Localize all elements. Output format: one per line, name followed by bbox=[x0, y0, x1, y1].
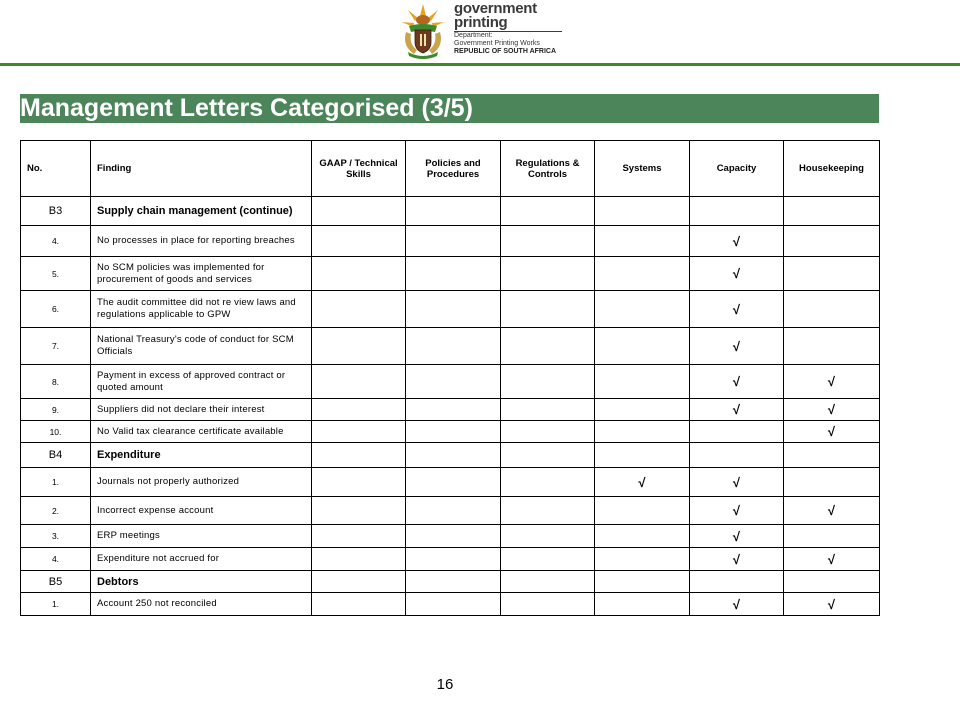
empty-cell-regulations bbox=[501, 421, 595, 443]
logo-department-name: Government Printing Works bbox=[454, 40, 540, 47]
finding-text: Journals not properly authorized bbox=[91, 468, 312, 497]
table-row bbox=[21, 399, 880, 421]
header-policies: Policies and Procedures bbox=[406, 141, 501, 197]
empty-cell-capacity bbox=[690, 421, 784, 443]
empty-cell-systems bbox=[595, 548, 690, 571]
empty-cell-regulations bbox=[501, 548, 595, 571]
coat-of-arms-icon bbox=[400, 2, 446, 60]
table-row bbox=[21, 257, 880, 291]
header-finding: Finding bbox=[91, 141, 312, 197]
check-mark-housekeeping: √ bbox=[784, 497, 880, 525]
logo-word-printing: printing bbox=[454, 16, 562, 32]
empty-cell-regulations bbox=[501, 399, 595, 421]
empty-cell-systems bbox=[595, 497, 690, 525]
empty-cell-capacity bbox=[690, 443, 784, 468]
row-number: 6. bbox=[21, 291, 91, 328]
empty-cell-policies bbox=[406, 257, 501, 291]
table-row bbox=[21, 593, 880, 616]
empty-cell-housekeeping bbox=[784, 197, 880, 226]
empty-cell-systems bbox=[595, 593, 690, 616]
empty-cell-gaap bbox=[312, 593, 406, 616]
empty-cell-gaap bbox=[312, 497, 406, 525]
table-row bbox=[21, 328, 880, 365]
empty-cell-gaap bbox=[312, 328, 406, 365]
empty-cell-policies bbox=[406, 421, 501, 443]
empty-cell-policies bbox=[406, 497, 501, 525]
check-mark-housekeeping: √ bbox=[784, 365, 880, 399]
table-row bbox=[21, 548, 880, 571]
empty-cell-regulations bbox=[501, 226, 595, 257]
table-row bbox=[21, 291, 880, 328]
check-mark-capacity: √ bbox=[690, 525, 784, 548]
row-number: B3 bbox=[21, 197, 91, 226]
row-number: 5. bbox=[21, 257, 91, 291]
empty-cell-regulations bbox=[501, 197, 595, 226]
check-mark-capacity: √ bbox=[690, 328, 784, 365]
row-number: 4. bbox=[21, 548, 91, 571]
empty-cell-systems bbox=[595, 257, 690, 291]
empty-cell-capacity bbox=[690, 571, 784, 593]
header-regulations: Regulations & Controls bbox=[501, 141, 595, 197]
empty-cell-systems bbox=[595, 421, 690, 443]
table-row bbox=[21, 468, 880, 497]
empty-cell-gaap bbox=[312, 257, 406, 291]
empty-cell-housekeeping bbox=[784, 443, 880, 468]
row-number: 2. bbox=[21, 497, 91, 525]
empty-cell-gaap bbox=[312, 468, 406, 497]
empty-cell-gaap bbox=[312, 365, 406, 399]
empty-cell-regulations bbox=[501, 497, 595, 525]
empty-cell-policies bbox=[406, 593, 501, 616]
header-housekeeping: Housekeeping bbox=[784, 141, 880, 197]
empty-cell-gaap bbox=[312, 571, 406, 593]
finding-text: No processes in place for reporting breaches bbox=[91, 226, 312, 257]
empty-cell-policies bbox=[406, 468, 501, 497]
header-divider bbox=[0, 63, 960, 66]
empty-cell-systems bbox=[595, 399, 690, 421]
empty-cell-housekeeping bbox=[784, 525, 880, 548]
section-title: Debtors bbox=[91, 571, 312, 593]
empty-cell-regulations bbox=[501, 443, 595, 468]
empty-cell-gaap bbox=[312, 399, 406, 421]
check-mark-housekeeping: √ bbox=[784, 399, 880, 421]
empty-cell-policies bbox=[406, 548, 501, 571]
empty-cell-regulations bbox=[501, 571, 595, 593]
empty-cell-gaap bbox=[312, 525, 406, 548]
check-mark-capacity: √ bbox=[690, 548, 784, 571]
empty-cell-policies bbox=[406, 525, 501, 548]
empty-cell-housekeeping bbox=[784, 468, 880, 497]
empty-cell-gaap bbox=[312, 197, 406, 226]
empty-cell-policies bbox=[406, 365, 501, 399]
finding-text: Suppliers did not declare their interest bbox=[91, 399, 312, 421]
empty-cell-housekeeping bbox=[784, 571, 880, 593]
empty-cell-regulations bbox=[501, 525, 595, 548]
finding-text: Incorrect expense account bbox=[91, 497, 312, 525]
empty-cell-gaap bbox=[312, 421, 406, 443]
empty-cell-systems bbox=[595, 226, 690, 257]
table-row bbox=[21, 525, 880, 548]
empty-cell-systems bbox=[595, 291, 690, 328]
check-mark-capacity: √ bbox=[690, 399, 784, 421]
finding-text: No Valid tax clearance certificate available bbox=[91, 421, 312, 443]
empty-cell-systems bbox=[595, 571, 690, 593]
empty-cell-systems bbox=[595, 365, 690, 399]
empty-cell-gaap bbox=[312, 291, 406, 328]
empty-cell-housekeeping bbox=[784, 226, 880, 257]
finding-text: ERP meetings bbox=[91, 525, 312, 548]
check-mark-systems: √ bbox=[595, 468, 690, 497]
table-row bbox=[21, 421, 880, 443]
empty-cell-gaap bbox=[312, 226, 406, 257]
row-number: B4 bbox=[21, 443, 91, 468]
logo-word-government: government bbox=[454, 0, 537, 17]
empty-cell-systems bbox=[595, 328, 690, 365]
check-mark-housekeeping: √ bbox=[784, 421, 880, 443]
page-header bbox=[0, 0, 960, 66]
check-mark-capacity: √ bbox=[690, 497, 784, 525]
table-body bbox=[21, 197, 880, 616]
row-number: 3. bbox=[21, 525, 91, 548]
table-row bbox=[21, 497, 880, 525]
empty-cell-policies bbox=[406, 226, 501, 257]
empty-cell-policies bbox=[406, 197, 501, 226]
empty-cell-housekeeping bbox=[784, 257, 880, 291]
empty-cell-systems bbox=[595, 197, 690, 226]
findings-table bbox=[20, 140, 880, 616]
row-number: 7. bbox=[21, 328, 91, 365]
finding-text: The audit committee did not re view laws and regulations applicable to GPW bbox=[91, 291, 312, 328]
empty-cell-policies bbox=[406, 328, 501, 365]
logo-country: REPUBLIC OF SOUTH AFRICA bbox=[454, 48, 557, 55]
empty-cell-policies bbox=[406, 399, 501, 421]
header-gaap: GAAP / Technical Skills bbox=[312, 141, 406, 197]
empty-cell-policies bbox=[406, 291, 501, 328]
header-systems: Systems bbox=[595, 141, 690, 197]
empty-cell-regulations bbox=[501, 365, 595, 399]
row-number: 8. bbox=[21, 365, 91, 399]
logo-department: Department: bbox=[454, 32, 493, 39]
row-number: 1. bbox=[21, 593, 91, 616]
header-capacity: Capacity bbox=[690, 141, 784, 197]
check-mark-capacity: √ bbox=[690, 468, 784, 497]
table-header-row bbox=[21, 141, 880, 197]
check-mark-capacity: √ bbox=[690, 593, 784, 616]
empty-cell-gaap bbox=[312, 548, 406, 571]
table-row bbox=[21, 365, 880, 399]
finding-text: Payment in excess of approved contract or quoted amount bbox=[91, 365, 312, 399]
check-mark-capacity: √ bbox=[690, 365, 784, 399]
page-number: 16 bbox=[436, 676, 454, 693]
empty-cell-regulations bbox=[501, 328, 595, 365]
empty-cell-regulations bbox=[501, 468, 595, 497]
header-no: No. bbox=[21, 141, 91, 197]
check-mark-housekeeping: √ bbox=[784, 593, 880, 616]
check-mark-capacity: √ bbox=[690, 257, 784, 291]
empty-cell-policies bbox=[406, 443, 501, 468]
row-number: 9. bbox=[21, 399, 91, 421]
row-number: B5 bbox=[21, 571, 91, 593]
empty-cell-housekeeping bbox=[784, 291, 880, 328]
finding-text: Expenditure not accrued for bbox=[91, 548, 312, 571]
empty-cell-regulations bbox=[501, 291, 595, 328]
page-title: Management Letters Categorised (3/5) bbox=[20, 94, 879, 123]
row-number: 1. bbox=[21, 468, 91, 497]
empty-cell-regulations bbox=[501, 593, 595, 616]
empty-cell-systems bbox=[595, 443, 690, 468]
check-mark-capacity: √ bbox=[690, 226, 784, 257]
table-row bbox=[21, 226, 880, 257]
row-number: 10. bbox=[21, 421, 91, 443]
section-title: Supply chain management (continue) bbox=[91, 197, 312, 226]
empty-cell-capacity bbox=[690, 197, 784, 226]
empty-cell-systems bbox=[595, 525, 690, 548]
empty-cell-policies bbox=[406, 571, 501, 593]
empty-cell-gaap bbox=[312, 443, 406, 468]
section-row bbox=[21, 197, 880, 226]
finding-text: Account 250 not reconciled bbox=[91, 593, 312, 616]
finding-text: No SCM policies was implemented for procurement of goods and services bbox=[91, 257, 312, 291]
check-mark-housekeeping: √ bbox=[784, 548, 880, 571]
government-printing-logo bbox=[400, 2, 570, 60]
logo-text bbox=[454, 2, 572, 56]
section-title: Expenditure bbox=[91, 443, 312, 468]
empty-cell-regulations bbox=[501, 257, 595, 291]
finding-text: National Treasury's code of conduct for SCM Officials bbox=[91, 328, 312, 365]
section-row bbox=[21, 443, 880, 468]
check-mark-capacity: √ bbox=[690, 291, 784, 328]
row-number: 4. bbox=[21, 226, 91, 257]
empty-cell-housekeeping bbox=[784, 328, 880, 365]
section-row bbox=[21, 571, 880, 593]
